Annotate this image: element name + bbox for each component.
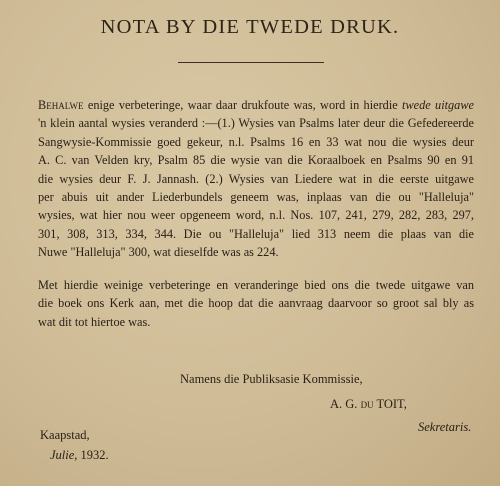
paragraph-line: A. C. van Velden kry, Psalm 85 die wysie van die Koraalboek en Psalms 90 en 91: [38, 153, 474, 168]
paragraph-line: Behalwe enige verbeteringe, waar daar drukfoute was, word in hierdie twede uitgawe: [38, 98, 474, 112]
signatory-name: A. G. du TOIT,: [330, 397, 407, 411]
on-behalf-line: Namens die Publiksasie Kommissie,: [180, 372, 363, 386]
paragraph-line: die wysies deur F. J. Jannash. (2.) Wysies van Liedere wat in die eerste uitgawe: [38, 171, 474, 186]
lead-word: Behalwe: [38, 98, 84, 112]
paragraph-line: 'n klein aantal wysies veranderd :—(1.) Wysies van Psalms later deur die Gefedereerde: [38, 116, 474, 131]
page-title: NOTA BY DIE TWEDE DRUK.: [100, 16, 400, 38]
paragraph-line: wat dit tot hiertoe was.: [38, 314, 151, 329]
paragraph-changes: [38, 96, 474, 262]
paragraph-line: die boek ons Kerk aan, met die hoop dat die aanvraag daarvoor so groot sal bly as: [38, 296, 474, 311]
place-line: Kaapstad,: [40, 428, 90, 442]
signatory-role: Sekretaris.: [418, 420, 472, 434]
paragraph-line: Met hierdie weinige verbeteringe en veranderinge bied ons die twede uitgawe van: [38, 278, 474, 292]
paragraph-line: per abuis uit ander Liederbundels geneem was, inplaas van die ou "Halleluja": [38, 190, 474, 205]
paragraph-line: 301, 308, 313, 334, 344. Die ou "Halleluja" lied 313 neem die plaas van die: [38, 226, 474, 241]
paragraph-closing: [38, 276, 474, 331]
paragraph-line: Nuwe "Halleluja" 300, wat dieselfde was as 224.: [38, 245, 279, 260]
title-rule: [178, 62, 324, 63]
date-line: Julie, 1932.: [50, 448, 109, 462]
italic-phrase: twede uitgawe: [402, 98, 474, 112]
paragraph-line: Sangwysie-Kommissie goed gekeur, n.l. Psalms 16 en 33 wat nou die wysies deur: [38, 134, 474, 149]
paragraph-line: wysies, wat hier nou weer opgeneem word, n.l. Nos. 107, 241, 279, 282, 283, 297,: [38, 208, 474, 223]
